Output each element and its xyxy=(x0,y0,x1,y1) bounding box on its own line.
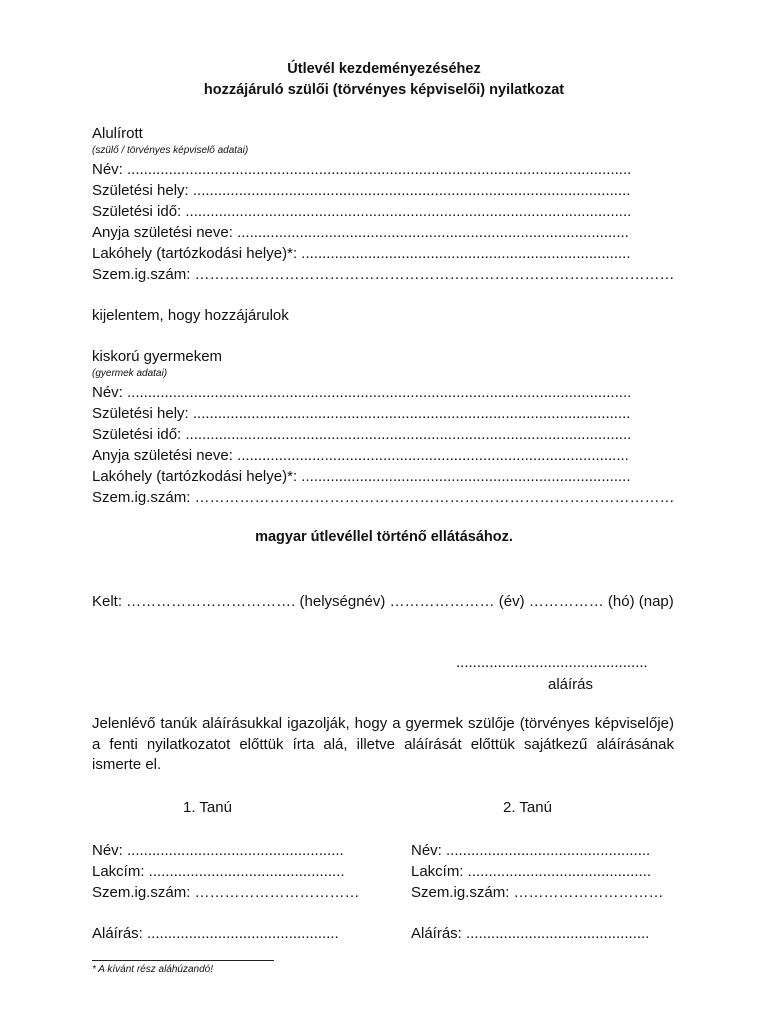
child-intro: kiskorú gyermekem xyxy=(92,348,223,365)
witness2-address-field[interactable]: Lakcím: ............................................ xyxy=(411,863,652,880)
witness-statement: Jelenlévő tanúk aláírásukkal igazolják, hogy a gyermek szülője (törvényes képviselője) a fenti nyilatkozatot előttük írta alá, illetve aláírását előttük sajátkezű aláírásának ismerte el. xyxy=(92,715,674,773)
parent-birthdate-field[interactable]: Születési idő: ........................................................................................................... xyxy=(92,203,632,220)
parent-residence-field[interactable]: Lakóhely (tartózkodási helye)*: ............................................................................... xyxy=(92,245,631,262)
dated-field[interactable]: Kelt: ……………………………. (helységnév) ………………… (év) …………… (hó) (nap) xyxy=(92,593,674,610)
witness1-header: 1. Tanú xyxy=(183,799,232,816)
child-note: (gyermek adatai) xyxy=(92,368,168,379)
parent-id-number-field[interactable]: Szem.ig.szám: …………………………………………………………………………………… xyxy=(92,266,675,283)
child-residence-field[interactable]: Lakóhely (tartózkodási helye)*: ............................................................................... xyxy=(92,468,631,485)
child-birthplace-field[interactable]: Születési hely: ......................................................................................................... xyxy=(92,405,631,422)
witness2-signature-field[interactable]: Aláírás: ............................................ xyxy=(411,925,650,942)
document-subtitle: hozzájáruló szülői (törvényes képviselői) nyilatkozat xyxy=(203,82,565,98)
child-birthdate-field[interactable]: Születési idő: ........................................................................................................... xyxy=(92,426,632,443)
parent-intro: Alulírott xyxy=(92,125,143,142)
child-name-field[interactable]: Név: ......................................................................................................................... xyxy=(92,384,632,401)
declaration-text: kijelentem, hogy hozzájárulok xyxy=(92,307,289,324)
witness2-name-field[interactable]: Név: ................................................. xyxy=(411,842,651,859)
purpose-statement: magyar útlevéllel történő ellátásához. xyxy=(255,529,513,545)
witness1-signature-field[interactable]: Aláírás: .............................................. xyxy=(92,925,339,942)
footnote: * A kívánt rész aláhúzandó! xyxy=(92,964,213,975)
child-id-number-field[interactable]: Szem.ig.szám: …………………………………………………………………………………… xyxy=(92,489,675,506)
parent-mother-name-field[interactable]: Anyja születési neve: .............................................................................................. xyxy=(92,224,629,241)
signature-line[interactable]: .............................................. xyxy=(456,654,648,671)
witness1-id-field[interactable]: Szem.ig.szám: …………………………… xyxy=(92,884,360,901)
witness2-header: 2. Tanú xyxy=(503,799,552,816)
witness1-address-field[interactable]: Lakcím: ............................................... xyxy=(92,863,345,880)
witness2-id-field[interactable]: Szem.ig.szám: ………………………… xyxy=(411,884,664,901)
parent-note: (szülő / törvényes képviselő adatai) xyxy=(92,145,249,156)
document-title: Útlevél kezdeményezéséhez xyxy=(287,61,481,77)
signature-label: aláírás xyxy=(548,676,594,693)
footnote-separator xyxy=(92,960,274,961)
parent-birthplace-field[interactable]: Születési hely: ......................................................................................................... xyxy=(92,182,631,199)
parent-name-field[interactable]: Név: ......................................................................................................................... xyxy=(92,161,632,178)
child-mother-name-field[interactable]: Anyja születési neve: .............................................................................................. xyxy=(92,447,629,464)
witness1-name-field[interactable]: Név: .................................................... xyxy=(92,842,344,859)
